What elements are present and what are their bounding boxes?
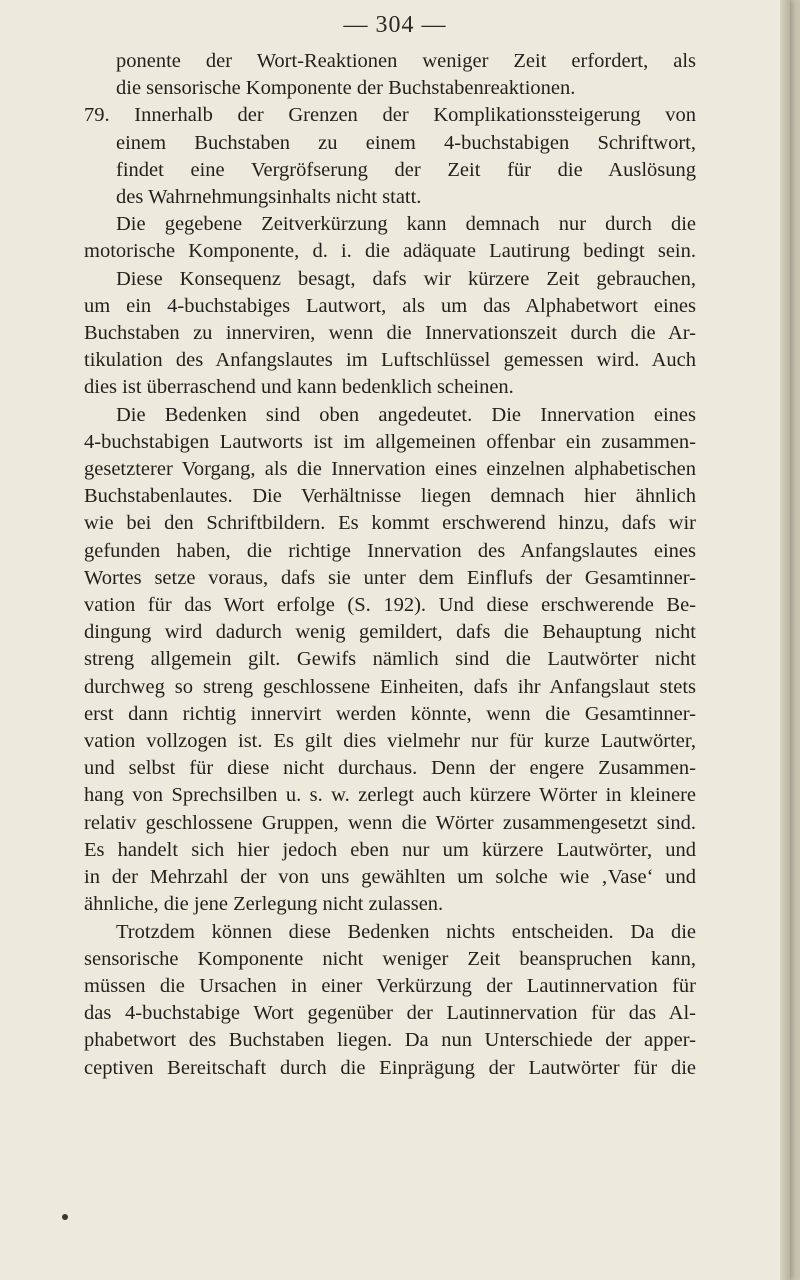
text-line: und selbst für diese nicht durchaus. Denn der engere Zusammen- (84, 757, 696, 780)
text-line: hang von Sprechsilben u. s. w. zerlegt auch kürzere Wörter in kleinere (84, 784, 696, 807)
text-line: findet eine Vergröfserung der Zeit für die Auslösung (116, 158, 696, 181)
text-line: Buchstabenlautes. Die Verhältnisse liegen demnach hier ähnlich (84, 485, 696, 508)
text-line: Die Bedenken sind oben angedeutet. Die Innervation eines (116, 403, 696, 426)
text-line: motorische Komponente, d. i. die adäquate Lautirung bedingt sein. (84, 240, 696, 263)
text-line: Wortes setze voraus, dafs sie unter dem Einflufs der Gesamtinner- (84, 566, 696, 589)
text-line: wie bei den Schriftbildern. Es kommt erschwerend hinzu, dafs wir (84, 512, 696, 535)
text-line: vation vollzogen ist. Es gilt dies vielmehr nur für kurze Lautwörter, (84, 730, 696, 753)
text-line: dingung wird dadurch wenig gemildert, dafs die Behauptung nicht (84, 621, 696, 644)
text-line: Die gegebene Zeitverkürzung kann demnach nur durch die (116, 213, 696, 236)
text-line: um ein 4-buchstabiges Lautwort, als um das Alphabetwort eines (84, 294, 696, 317)
text-line: einem Buchstaben zu einem 4-buchstabigen Schriftwort, (116, 131, 696, 154)
text-line: vation für das Wort erfolge (S. 192). Und diese erschwerende Be- (84, 594, 696, 617)
text-line: durchweg so streng geschlossene Einheiten, dafs ihr Anfangslaut stets (84, 675, 696, 698)
page-number: — 304 — (343, 12, 447, 38)
text-line: erst dann richtig innervirt werden könnte, wenn die Gesamtinner- (84, 702, 696, 725)
text-line: phabetwort des Buchstaben liegen. Da nun Unterschiede der apper- (84, 1029, 696, 1052)
page-edge (780, 0, 790, 1280)
text-line: müssen die Ursachen in einer Verkürzung der Lautinnervation für (84, 974, 696, 997)
text-line: des Wahrnehmungsinhalts nicht statt. (116, 186, 422, 209)
text-line: ceptiven Bereitschaft durch die Einprägung der Lautwörter für die (84, 1056, 696, 1079)
text-line: streng allgemein gilt. Gewifs nämlich sind die Lautwörter nicht (84, 648, 696, 671)
margin-dot (62, 1214, 68, 1220)
text-line: ähnliche, die jene Zerlegung nicht zulassen. (84, 893, 444, 916)
text-line: 79. Innerhalb der Grenzen der Komplikationssteigerung von (84, 104, 696, 127)
text-line: 4-buchstabigen Lautworts ist im allgemeinen offenbar ein zusammen- (84, 430, 696, 453)
text-line: Trotzdem können diese Bedenken nichts entscheiden. Da die (116, 920, 696, 943)
body-text (84, 48, 696, 1082)
text-line: dies ist überraschend und kann bedenklich scheinen. (84, 376, 514, 399)
text-line: das 4-buchstabige Wort gegenüber der Lautinnervation für das Al- (84, 1002, 696, 1025)
text-line: Buchstaben zu innerviren, wenn die Innervationszeit durch die Ar- (84, 322, 696, 345)
text-line: sensorische Komponente nicht weniger Zeit beanspruchen kann, (84, 947, 696, 970)
text-line: in der Mehrzahl der von uns gewählten um solche wie ‚Vase‘ und (84, 866, 696, 889)
text-line: Diese Konsequenz besagt, dafs wir kürzere Zeit gebrauchen, (116, 267, 696, 290)
text-line: ponente der Wort-Reaktionen weniger Zeit erfordert, als (116, 50, 696, 72)
text-line: relativ geschlossene Gruppen, wenn die Wörter zusammengesetzt sind. (84, 811, 696, 834)
text-line: tikulation des Anfangslautes im Luftschlüssel gemessen wird. Auch (84, 349, 696, 372)
text-line: gefunden haben, die richtige Innervation des Anfangslautes eines (84, 539, 696, 562)
text-line: die sensorische Komponente der Buchstabenreaktionen. (116, 77, 576, 100)
text-line: gesetzterer Vorgang, als die Innervation eines einzelnen alphabetischen (84, 458, 696, 481)
text-line: Es handelt sich hier jedoch eben nur um kürzere Lautwörter, und (84, 838, 696, 861)
